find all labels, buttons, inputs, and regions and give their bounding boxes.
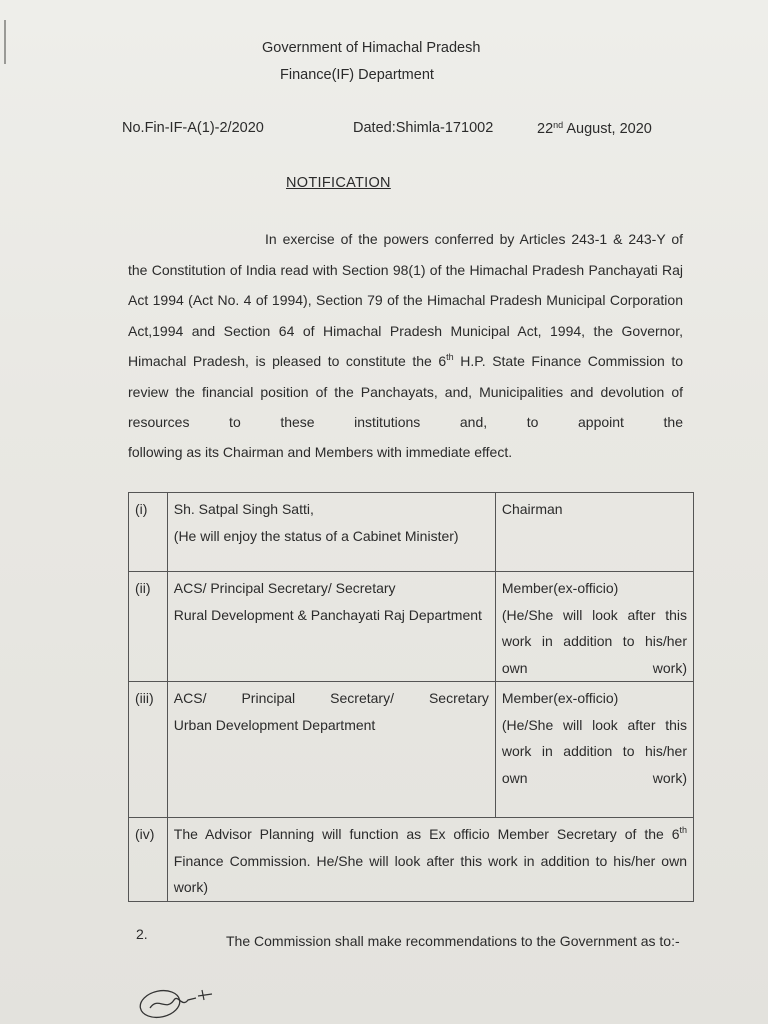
member-description [167, 493, 495, 572]
row-number: (ii) [129, 572, 168, 682]
table-row [129, 818, 694, 902]
row-number: (i) [129, 493, 168, 572]
role-note: (He/She will look after this work in addition to his/her own work) [501, 716, 687, 786]
date-day: 22 [537, 121, 554, 137]
advisor-text-b: Finance Commission. He/She will look after this work in addition to his/her own work) [173, 852, 687, 895]
member-name: Sh. Satpal Singh Satti, [173, 501, 314, 517]
paragraph-1-ordinal: th [446, 352, 454, 362]
signature-initials [136, 978, 226, 1024]
advisor-ordinal: th [679, 825, 687, 835]
advisor-text-a: The Advisor Planning will function as Ex officio Member Secretary of the 6 [173, 826, 680, 842]
date-suffix: nd [553, 120, 564, 130]
paragraph-1-last-line: following as its Chairman and Members with immediate effect. [128, 444, 513, 460]
reference-number: No.Fin-IF-A(1)-2/2020 [122, 120, 264, 136]
row-number: (iv) [129, 818, 168, 902]
paragraph-1 [128, 224, 683, 438]
government-heading: Government of Himachal Pradesh [262, 40, 481, 56]
member-description [167, 682, 495, 818]
role-title: Member(ex-officio) [501, 580, 619, 596]
department-heading: Finance(IF) Department [280, 67, 434, 83]
dated-place: Dated:Shimla-171002 [353, 120, 494, 136]
row-number: (iii) [129, 682, 168, 818]
member-detail: (He will enjoy the status of a Cabinet Minister) [173, 527, 459, 544]
member-detail: Urban Development Department [173, 716, 376, 733]
date-rest: August, 2020 [563, 121, 652, 137]
paragraph-1-text-b: H.P. State Finance Commission to review the financial position of the Panchayats, and, Municipalities and devolution of resources to these institutions and, to appoint the [128, 353, 683, 430]
paragraph-2: The Commission shall make recommendations to the Government as to:- [226, 933, 680, 949]
table-row [129, 682, 694, 818]
member-role [495, 682, 693, 818]
member-role [495, 493, 693, 572]
member-detail: Rural Development & Panchayati Raj Department [173, 606, 482, 623]
role-title: Chairman [501, 501, 563, 517]
notification-title: NOTIFICATION [286, 175, 391, 191]
member-name: ACS/ Principal Secretary/ Secretary [173, 690, 489, 706]
table-row [129, 493, 694, 572]
member-name: ACS/ Principal Secretary/ Secretary [173, 580, 396, 596]
member-role [495, 572, 693, 682]
notification-date [537, 120, 652, 137]
role-title: Member(ex-officio) [501, 690, 619, 706]
table-row [129, 572, 694, 682]
margin-mark [4, 20, 6, 64]
paragraph-1-text-a: In exercise of the powers conferred by Articles 243-1 & 243-Y of the Constitution of India read with Section 98(1) of the Himachal Pradesh Panchayati Raj Act 1994 (Act No. 4 of 1994), Section 79 of the Himachal Pradesh Municipal Corporation Act,1994 and Section 64 of Himachal Pradesh Municipal Act, 1994, the Governor, Himachal Pradesh, is pleased to constitute the 6 [128, 231, 683, 369]
member-description [167, 572, 495, 682]
paragraph-2-number: 2. [136, 926, 148, 942]
advisor-description [167, 818, 693, 902]
role-note: (He/She will look after this work in addition to his/her own work) [501, 606, 687, 676]
members-table [128, 492, 694, 902]
